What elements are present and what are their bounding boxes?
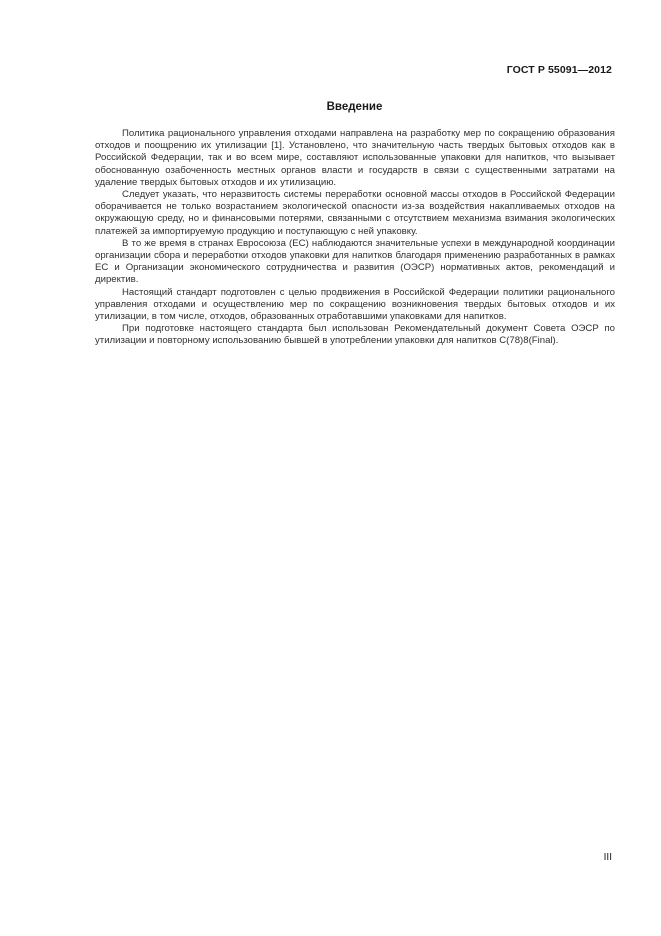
paragraph: Политика рационального управления отходами направлена на разработку мер по сокращению образования отходов и поощрению их утилизации [1]. Установлено, что значительную часть твердых бытовых отходов как в Российской Федерации, так и во всем мире, составляют использованные упаковки для напитков, что вызывает обоснованную озабоченность местных органов власти и государств в связи с существенными затратами на удаление твердых бытовых отходов и их утилизацию. xyxy=(95,128,615,188)
page-number: III xyxy=(603,852,612,863)
section-title: Введение xyxy=(326,101,383,113)
paragraph: Следует указать, что неразвитость системы переработки основной массы отходов в Российской Федерации оборачивается не только возрастанием экологической опасности из-за воздействия накапливаемых отходов на окружающую среду, но и финансовыми потерями, связанными с отсутствием механизма взимания экологических платежей за импортируемую продукцию и поступающую с ней упаковку. xyxy=(95,189,615,237)
paragraph: В то же время в странах Евросоюза (ЕС) наблюдаются значительные успехи в международной координации организации сбора и переработки отходов упаковки для напитков благодаря применению разработанных в рамках ЕС и Организации экономического сотрудничества и развития (ОЭСР) нормативных актов, рекомендаций и директив. xyxy=(95,237,615,286)
body-text xyxy=(95,128,615,348)
paragraph: При подготовке настоящего стандарта был использован Рекомендательный документ Совета ОЭСР по утилизации и повторному использованию бывшей в употреблении упаковки для напитков C(78)8(Final). xyxy=(95,323,615,347)
document-code: ГОСТ Р 55091—2012 xyxy=(506,64,612,76)
paragraph: Настоящий стандарт подготовлен с целью продвижения в Российской Федерации политики рационального управления отходами и осуществлению мер по сокращению возникновения твердых бытовых отходов и их утилизации, в том числе, отходов, образованных отработавшими упаковками для напитков. xyxy=(95,286,615,323)
